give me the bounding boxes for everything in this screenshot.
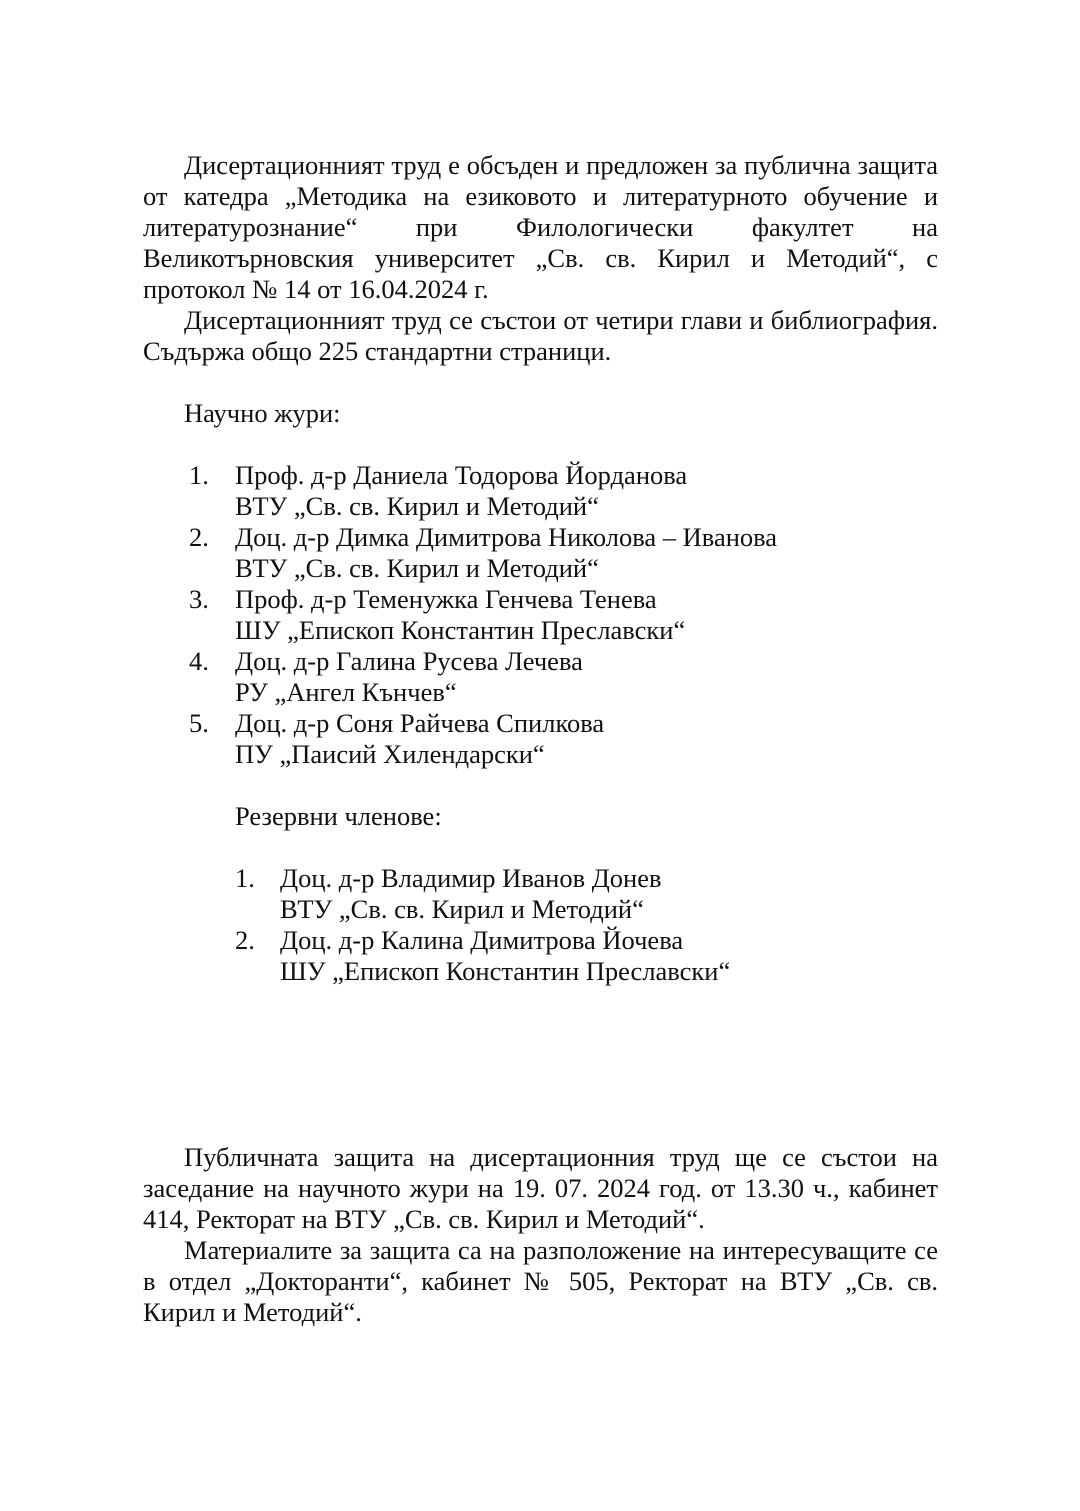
spacer (143, 367, 938, 398)
list-number: 3. (189, 584, 209, 614)
member-name: Проф. д-р Даниела Тодорова Йорданова (235, 460, 688, 490)
defense-paragraph-materials: Материалите за защита са на разположение на интересуващите се в отдел „Докторанти“, кабинет № 505, Ректорат на ВТУ „Св. св. Кирил и Методий“. (143, 1235, 938, 1327)
member-affiliation: РУ „Ангел Кънчев“ (235, 677, 457, 707)
member-affiliation: ШУ „Епископ Константин Преславски“ (235, 615, 686, 645)
list-number: 4. (189, 646, 209, 676)
jury-list (143, 460, 938, 770)
list-number: 1. (235, 863, 255, 893)
document-page (143, 150, 938, 1328)
list-number: 1. (189, 460, 209, 490)
intro-paragraph-discussion: Дисертационният труд е обсъден и предложен за публична защита от катедра „Методика на езиковото и литературното обучение и литературознание“ при Филологически факултет на Великотърновския университет „Св. св. Кирил и Методий“, с протокол № 14 от 16.04.2024 г. (143, 150, 938, 304)
list-item (143, 925, 938, 987)
list-item (143, 646, 938, 708)
list-number: 2. (189, 522, 209, 552)
list-item (143, 522, 938, 584)
member-affiliation: ПУ „Паисий Хилендарски“ (235, 739, 545, 769)
member-name: Доц. д-р Соня Райчева Спилкова (235, 708, 605, 738)
member-name: Доц. д-р Калина Димитрова Йочева (280, 925, 684, 955)
reserve-list (143, 863, 938, 987)
spacer (143, 429, 938, 460)
member-affiliation: ВТУ „Св. св. Кирил и Методий“ (280, 894, 644, 924)
spacer (143, 832, 938, 863)
spacer (143, 770, 938, 801)
member-name: Доц. д-р Димка Димитрова Николова – Иванова (235, 522, 778, 552)
member-affiliation: ВТУ „Св. св. Кирил и Методий“ (235, 553, 599, 583)
member-name: Проф. д-р Теменужка Генчева Тенева (235, 584, 657, 614)
member-affiliation: ВТУ „Св. св. Кирил и Методий“ (235, 491, 599, 521)
member-name: Доц. д-р Галина Русева Лечева (235, 646, 583, 676)
list-item (143, 584, 938, 646)
list-item (143, 708, 938, 770)
list-item (143, 460, 938, 522)
list-number: 2. (235, 925, 255, 955)
defense-paragraph-schedule: Публичната защита на дисертационния труд ще се състои на заседание на научното жури на 19. 07. 2024 год. от 13.30 ч., кабинет 414, Ректорат на ВТУ „Св. св. Кирил и Методий“. (143, 1142, 938, 1234)
member-name: Доц. д-р Владимир Иванов Донев (280, 863, 662, 893)
intro-paragraph-structure: Дисертационният труд се състои от четири глави и библиография. Съдържа общо 225 стандартни страници. (143, 305, 938, 366)
list-item (143, 863, 938, 925)
reserve-heading: Резервни членове: (235, 801, 442, 831)
jury-heading: Научно жури: (184, 398, 341, 428)
member-affiliation: ШУ „Епископ Константин Преславски“ (280, 956, 731, 986)
spacer (143, 987, 938, 1142)
list-number: 5. (189, 708, 209, 738)
